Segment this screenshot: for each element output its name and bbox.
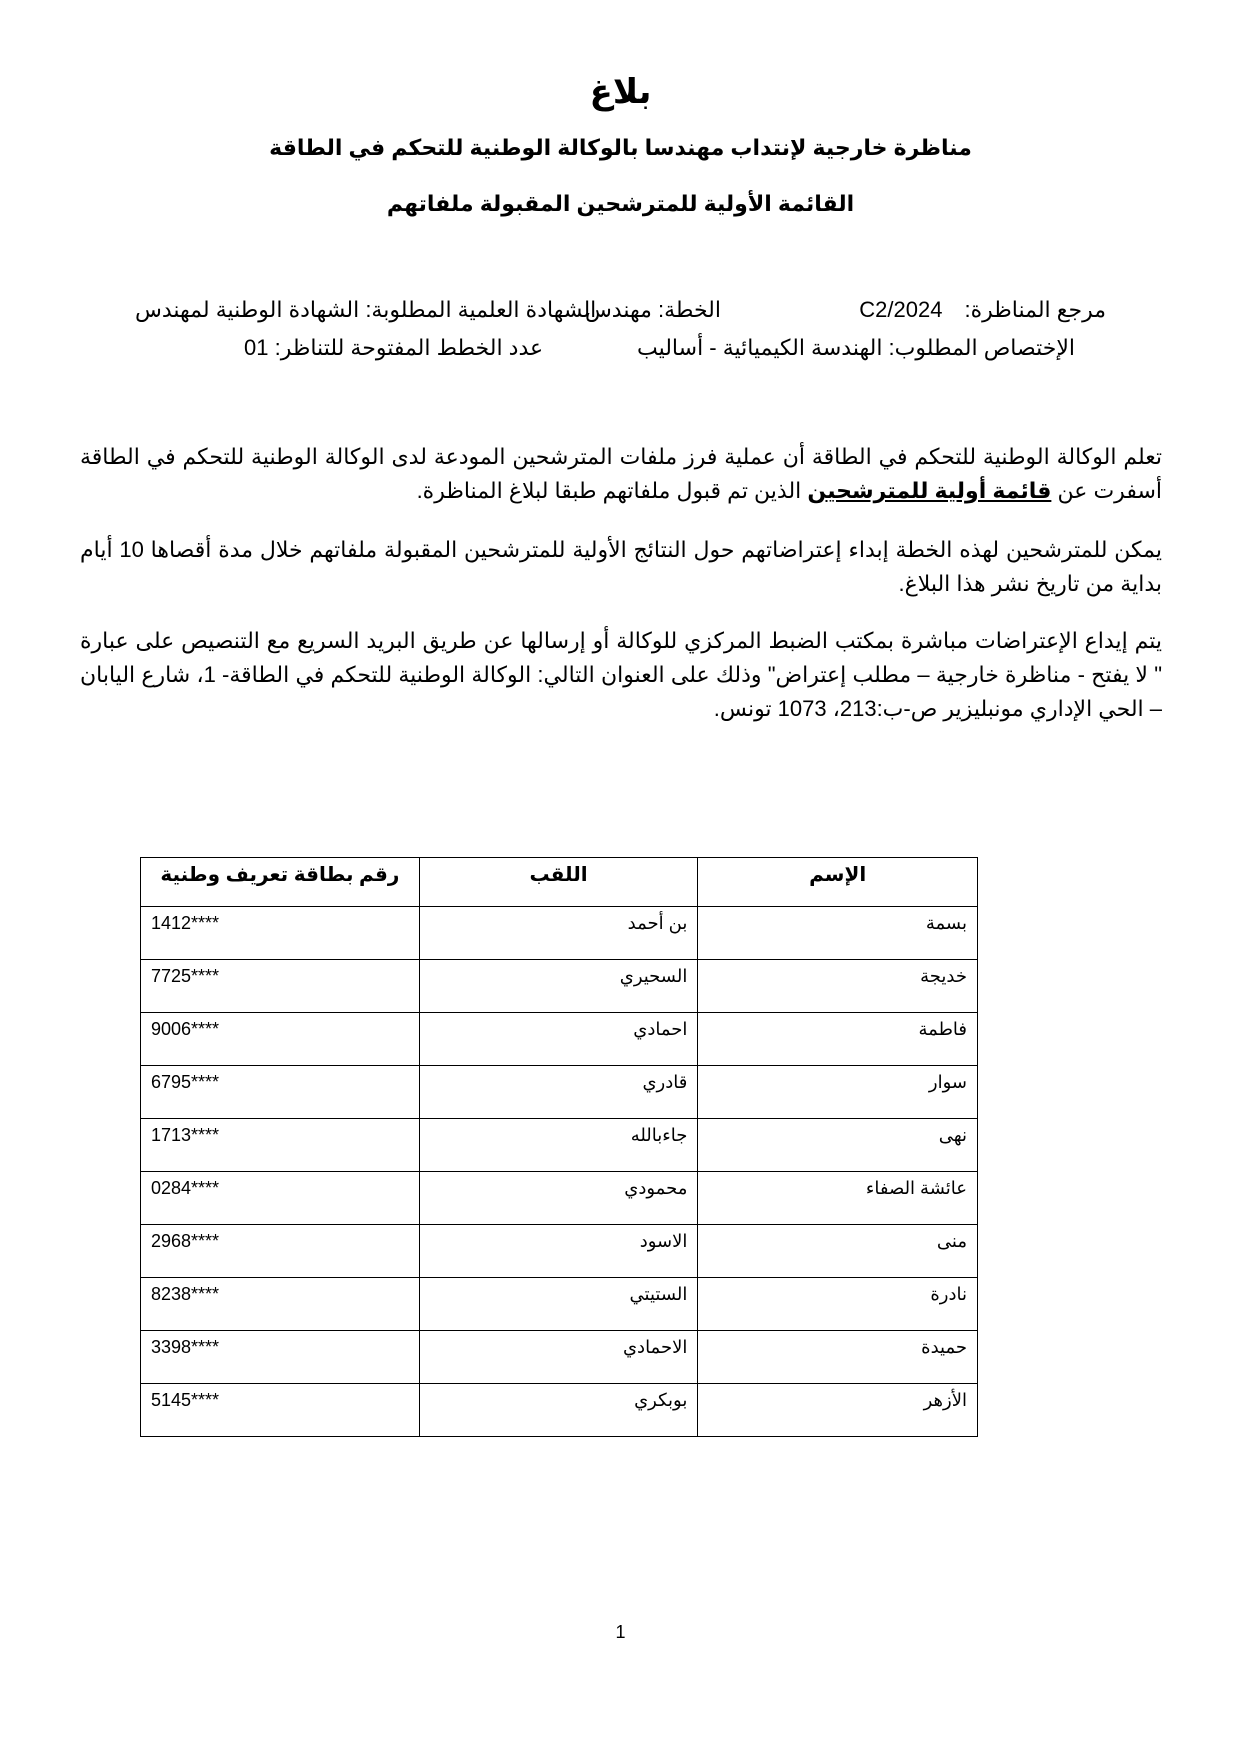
table-row <box>141 1066 978 1119</box>
header-first-name: الإسم <box>698 858 978 907</box>
header-id-number: رقم بطاقة تعريف وطنية <box>141 858 420 907</box>
cell-first-name: سوار <box>698 1066 978 1119</box>
table-row <box>141 1278 978 1331</box>
cell-last-name: احمادي <box>419 1013 698 1066</box>
cell-last-name: الستيتي <box>419 1278 698 1331</box>
plan-field: الخطة: مهندس <box>584 297 721 322</box>
cell-first-name: الأزهر <box>698 1384 978 1437</box>
cell-id-number: 1713**** <box>141 1119 420 1172</box>
cell-last-name: الاسود <box>419 1225 698 1278</box>
paragraph-objections-address: يتم إيداع الإعتراضات مباشرة بمكتب الضبط المركزي للوكالة أو إرسالها عن طريق البريد السريع مع التنصيص على عبارة " لا يفتح - مناظرة خارجية – مطلب إعتراض" وذلك على العنوان التالي: الوكالة الوطنية للتحكم في الطاقة- 1، شارع اليابان – الحي الإداري مونبليزير ص-ب:213، 1073 تونس. <box>80 628 1163 721</box>
cell-first-name: حميدة <box>698 1331 978 1384</box>
table-row <box>141 907 978 960</box>
cell-first-name: فاطمة <box>698 1013 978 1066</box>
cell-first-name: نادرة <box>698 1278 978 1331</box>
paragraph-objections-period: يمكن للمترشحين لهذه الخطة إبداء إعتراضاتهم حول النتائج الأولية للمترشحين المقبولة ملفاتهم خلال مدة أقصاها 10 أيام بداية من تاريخ نشر هذا البلاغ. <box>80 537 1162 596</box>
cell-id-number: 5145**** <box>141 1384 420 1437</box>
cell-first-name: منى <box>698 1225 978 1278</box>
cell-last-name: بوبكري <box>419 1384 698 1437</box>
cell-id-number: 6795**** <box>141 1066 420 1119</box>
cell-id-number: 0284**** <box>141 1172 420 1225</box>
cell-id-number: 1412**** <box>141 907 420 960</box>
candidates-table <box>140 857 978 1437</box>
table-row <box>141 960 978 1013</box>
table-row <box>141 1013 978 1066</box>
cell-first-name: نهى <box>698 1119 978 1172</box>
table-row <box>141 1331 978 1384</box>
cell-last-name: بن أحمد <box>419 907 698 960</box>
specialty-field: الإختصاص المطلوب: الهندسة الكيميائية - أساليب <box>636 335 1075 360</box>
table-row <box>141 1225 978 1278</box>
cell-last-name: محمودي <box>419 1172 698 1225</box>
table-row <box>141 1384 978 1437</box>
cell-last-name: قادري <box>419 1066 698 1119</box>
cell-last-name: السحيري <box>419 960 698 1013</box>
cell-first-name: بسمة <box>698 907 978 960</box>
open-positions-field: عدد الخطط المفتوحة للتناظر: 01 <box>244 335 544 360</box>
competition-subtitle: مناظرة خارجية لإنتداب مهندسا بالوكالة الوطنية للتحكم في الطاقة <box>269 135 972 160</box>
cell-id-number: 3398**** <box>141 1331 420 1384</box>
cell-id-number: 8238**** <box>141 1278 420 1331</box>
highlight-preliminary-list: قائمة أولية للمترشحين <box>807 478 1052 503</box>
cell-first-name: عائشة الصفاء <box>698 1172 978 1225</box>
paragraph-1-start: تعلم الوكالة الوطنية للتحكم في الطاقة أن عملية فرز ملفات المترشحين المودعة لدى الوكالة الوطنية للتحكم في الطاقة أسفرت عن <box>80 444 1162 503</box>
table-row <box>141 1172 978 1225</box>
cell-id-number: 7725**** <box>141 960 420 1013</box>
paragraph-announcement <box>80 440 1162 508</box>
cell-id-number: 2968**** <box>141 1225 420 1278</box>
certificate-field: الشهادة العلمية المطلوبة: الشهادة الوطنية لمهندس <box>135 297 597 322</box>
reference-value: C2/2024 <box>859 297 943 322</box>
cell-last-name: جاءبالله <box>419 1119 698 1172</box>
table-row <box>141 1119 978 1172</box>
competition-reference <box>859 297 1106 323</box>
cell-last-name: الاحمادي <box>419 1331 698 1384</box>
header-last-name: اللقب <box>419 858 698 907</box>
paragraph-1-end: الذين تم قبول ملفاتهم طبقا لبلاغ المناظرة. <box>416 478 808 503</box>
page-number: 1 <box>615 1622 626 1642</box>
cell-first-name: خديجة <box>698 960 978 1013</box>
table-header-row <box>141 858 978 907</box>
reference-label: مرجع المناظرة: <box>964 297 1106 322</box>
document-title: بلاغ <box>589 73 652 111</box>
cell-id-number: 9006**** <box>141 1013 420 1066</box>
list-subtitle: القائمة الأولية للمترشحين المقبولة ملفاتهم <box>386 191 855 216</box>
